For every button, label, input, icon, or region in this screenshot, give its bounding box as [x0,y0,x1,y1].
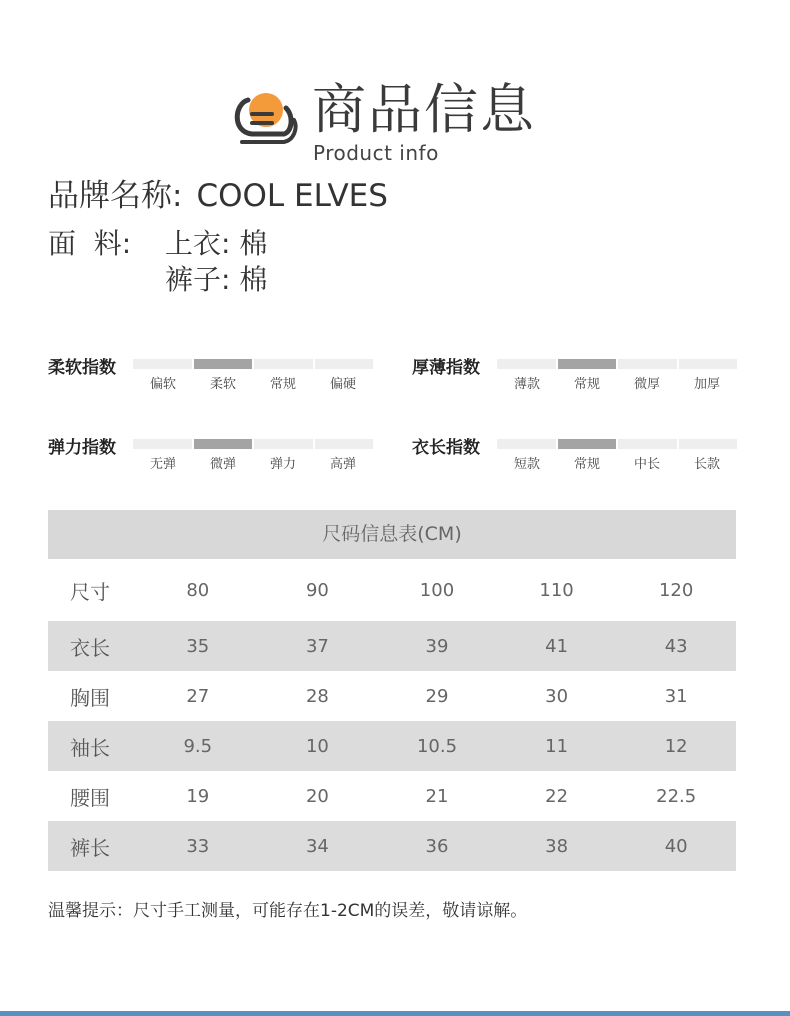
table-cell: 10 [305,735,329,757]
bottom-divider [0,1011,790,1016]
table-row [48,671,736,721]
index-option: 加厚 [693,377,720,392]
row-name: 胸围 [70,685,110,710]
index-bars [497,359,737,369]
index-bar [133,359,192,369]
index-bar [133,439,192,449]
table-row [48,721,736,771]
row-name: 尺寸 [70,579,110,604]
index-option: 无弹 [149,457,176,472]
size-table-title: 尺码信息表(CM) [48,510,736,559]
table-cell: 9.5 [183,735,213,757]
length-index [412,433,742,473]
index-label: 厚薄指数 [412,358,480,378]
index-option: 微厚 [633,377,660,392]
index-bar [254,359,313,369]
table-cell: 120 [658,579,694,601]
table-cell: 37 [305,635,329,657]
index-option: 弹力 [269,457,296,472]
table-cell: 20 [305,785,329,807]
index-option: 偏软 [149,377,176,392]
table-cell: 36 [425,835,449,857]
index-bar [618,439,677,449]
index-label: 柔软指数 [48,358,116,378]
table-cell: 12 [664,735,688,757]
index-option: 高弹 [329,457,356,472]
index-bar-selected [194,439,253,449]
index-option: 常规 [573,377,600,392]
fabric-label: 面 料: [48,227,132,260]
index-option: 短款 [513,457,540,472]
table-cell: 43 [664,635,688,657]
product-info-logo-icon [228,88,298,154]
thickness-index [412,353,742,393]
header [0,0,790,175]
table-row [48,771,736,821]
row-name: 袖长 [70,735,110,760]
fabric-row-pants [165,262,267,298]
index-options [133,373,373,392]
index-bar [497,439,556,449]
index-bars [133,359,373,369]
table-cell: 31 [664,685,688,707]
measurement-note: 温馨提示：尺寸手工测量，可能存在1-2CM的误差，敬请谅解。 [48,901,528,921]
index-bar [618,359,677,369]
index-options [133,453,373,472]
size-table [48,510,736,871]
index-option: 中长 [633,457,660,472]
table-cell: 90 [305,579,329,601]
index-label: 弹力指数 [48,438,116,458]
index-option: 常规 [269,377,296,392]
table-cell: 28 [305,685,329,707]
index-options [497,453,737,472]
table-cell: 27 [186,685,210,707]
brand-value: COOL ELVES [196,178,388,214]
index-bars [497,439,737,449]
index-option: 微弹 [209,457,236,472]
table-cell: 41 [545,635,569,657]
table-cell: 40 [664,835,688,857]
table-cell: 100 [419,579,455,601]
table-cell: 33 [186,835,210,857]
table-cell: 80 [186,579,210,601]
row-name: 腰围 [70,785,110,810]
table-cell: 19 [186,785,210,807]
table-cell: 29 [425,685,449,707]
index-bar [254,439,313,449]
table-cell: 38 [545,835,569,857]
table-cell: 30 [545,685,569,707]
index-bar-selected [194,359,253,369]
index-bar [497,359,556,369]
index-options [497,373,737,392]
table-cell: 34 [305,835,329,857]
page-subtitle: Product info [313,141,439,165]
index-option: 常规 [573,457,600,472]
softness-index [48,353,378,393]
page-title: 商品信息 [312,78,536,141]
fabric-row-top [165,226,267,262]
fabric-item: 裤子: [165,263,231,296]
index-label: 衣长指数 [412,438,480,458]
table-cell: 21 [425,785,449,807]
index-bar-selected [558,359,617,369]
table-row [48,621,736,671]
table-row [48,821,736,871]
row-name: 衣长 [70,635,110,660]
table-cell: 22.5 [656,785,697,807]
fabric-item: 上衣: [165,227,231,260]
fabric-material: 棉 [239,227,268,260]
table-cell: 110 [539,579,574,601]
fabric-material: 棉 [239,263,268,296]
index-option: 偏硬 [329,377,356,392]
index-bar [679,439,738,449]
index-option: 柔软 [209,377,236,392]
brand-label: 品牌名称: [48,178,183,214]
row-name: 裤长 [70,835,110,860]
index-bar [315,439,374,449]
table-row [48,559,736,621]
index-bar [679,359,738,369]
table-cell: 22 [545,785,569,807]
index-option: 长款 [693,457,720,472]
table-cell: 39 [425,635,449,657]
elasticity-index [48,433,378,473]
index-bars [133,439,373,449]
index-option: 薄款 [513,377,540,392]
table-cell: 11 [545,735,569,757]
brand-line [48,176,388,216]
table-cell: 10.5 [416,735,458,757]
index-bar [315,359,374,369]
table-cell: 35 [186,635,210,657]
index-bar-selected [558,439,617,449]
